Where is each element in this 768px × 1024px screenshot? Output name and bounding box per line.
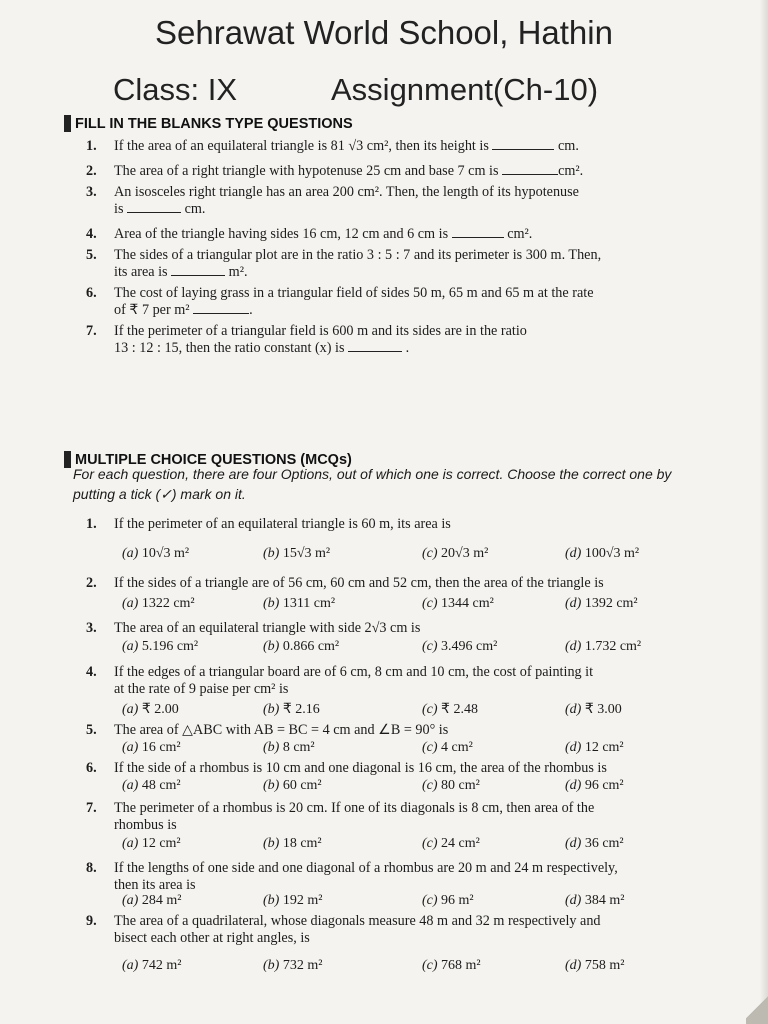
mcq-options-8	[122, 893, 682, 910]
answer-blank[interactable]	[452, 227, 504, 238]
question-unit: cm.	[184, 201, 206, 217]
answer-blank[interactable]	[502, 164, 558, 175]
assignment-label: Assignment(Ch-10)	[331, 72, 599, 107]
question-text-line2: 13 : 12 : 15, then the ratio constant (x) is	[114, 340, 345, 356]
answer-blank[interactable]	[127, 202, 181, 213]
option-c[interactable]: (c) 1344 cm²	[422, 596, 494, 611]
question-text-wrap	[114, 184, 689, 218]
option-c[interactable]: (c) 80 cm²	[422, 778, 480, 793]
question-unit: .	[249, 302, 253, 318]
question-text-wrap	[114, 323, 689, 357]
question-unit: cm.	[557, 138, 579, 154]
option-d[interactable]: (d) 384 m²	[565, 893, 625, 908]
question-text-line2: rhombus is	[114, 817, 177, 833]
mcq-options-9	[122, 958, 682, 975]
question-number: 2.	[86, 163, 97, 179]
question-text-line2: bisect each other at right angles, is	[114, 930, 310, 946]
question-text: If the area of an equilateral triangle is 81 √3 cm², then its height is	[114, 138, 489, 154]
option-a[interactable]: (a) 5.196 cm²	[122, 639, 199, 654]
option-d[interactable]: (d) 1392 cm²	[565, 596, 638, 611]
mcq-options-5	[122, 740, 682, 757]
answer-blank[interactable]	[348, 341, 402, 352]
page-edge-shadow	[760, 0, 768, 1024]
question-text-line2: then its area is	[114, 877, 196, 893]
mcq-options-6	[122, 778, 682, 795]
question-number: 2.	[86, 575, 97, 591]
option-a[interactable]: (a) 742 m²	[122, 958, 182, 973]
option-d[interactable]: (d) 36 cm²	[565, 836, 624, 851]
question-number: 8.	[86, 860, 97, 876]
option-b[interactable]: (b) 192 m²	[263, 893, 323, 908]
question-text: An isosceles right triangle has an area 200 cm². Then, the length of its hypotenuse	[114, 184, 579, 200]
question-number: 7.	[86, 323, 97, 339]
option-c[interactable]: (c) 3.496 cm²	[422, 639, 498, 654]
question-unit: m².	[228, 264, 248, 280]
mcq-instructions: For each question, there are four Options, out of which one is correct. Choose the correct one by putting a tick (✓) mark on it.	[73, 466, 672, 502]
answer-blank[interactable]	[492, 139, 554, 150]
question-text: The area of a quadrilateral, whose diagonals measure 48 m and 32 m respectively and	[114, 913, 601, 929]
fill-section-title: FILL IN THE BLANKS TYPE QUESTIONS	[75, 115, 353, 132]
mcq-options-1	[122, 546, 682, 563]
option-c[interactable]: (c) 20√3 m²	[422, 546, 489, 561]
question-number: 6.	[86, 285, 97, 301]
option-d[interactable]: (d) 96 cm²	[565, 778, 624, 793]
question-number: 5.	[86, 722, 97, 738]
option-c[interactable]: (c) ₹ 2.48	[422, 702, 478, 717]
option-c[interactable]: (c) 768 m²	[422, 958, 481, 973]
option-d[interactable]: (d) 1.732 cm²	[565, 639, 642, 654]
question-text-wrap	[114, 664, 689, 698]
question-number: 3.	[86, 184, 97, 200]
question-number: 1.	[86, 138, 97, 154]
option-b[interactable]: (b) 0.866 cm²	[263, 639, 340, 654]
question-text-wrap	[114, 913, 689, 947]
option-d[interactable]: (d) 12 cm²	[565, 740, 624, 755]
question-text: If the perimeter of a triangular field is 600 m and its sides are in the ratio	[114, 323, 527, 339]
question-text: The area of a right triangle with hypotenuse 25 cm and base 7 cm is	[114, 163, 499, 179]
question-text-line2: of ₹ 7 per m²	[114, 302, 190, 318]
option-a[interactable]: (a) ₹ 2.00	[122, 702, 179, 717]
class-label: Class: IX	[113, 72, 238, 107]
option-b[interactable]: (b) 15√3 m²	[263, 546, 331, 561]
question-text: The cost of laying grass in a triangular field of sides 50 m, 65 m and 65 m at the rate	[114, 285, 594, 301]
question-text: The area of △ABC with AB = BC = 4 cm and ∠B = 90° is	[114, 722, 449, 738]
question-text: If the perimeter of an equilateral triangle is 60 m, its area is	[114, 516, 451, 532]
option-d[interactable]: (d) 100√3 m²	[565, 546, 640, 561]
question-text: If the sides of a triangle are of 56 cm, 60 cm and 52 cm, then the area of the triangle is	[114, 575, 604, 591]
question-unit: .	[405, 340, 410, 356]
page-corner-fold	[746, 990, 768, 1024]
mcq-section-title: MULTIPLE CHOICE QUESTIONS (MCQs)	[75, 451, 352, 468]
question-text: The area of an equilateral triangle with side 2√3 cm is	[114, 620, 421, 636]
answer-blank[interactable]	[171, 265, 225, 276]
question-number: 1.	[86, 516, 97, 532]
option-a[interactable]: (a) 12 cm²	[122, 836, 181, 851]
question-number: 6.	[86, 760, 97, 776]
question-unit: cm².	[558, 163, 584, 179]
option-b[interactable]: (b) 18 cm²	[263, 836, 322, 851]
option-d[interactable]: (d) 758 m²	[565, 958, 625, 973]
option-b[interactable]: (b) ₹ 2.16	[263, 702, 320, 717]
answer-blank[interactable]	[193, 303, 249, 314]
question-text-line2: at the rate of 9 paise per cm² is	[114, 681, 289, 697]
option-c[interactable]: (c) 24 cm²	[422, 836, 480, 851]
question-text: The perimeter of a rhombus is 20 cm. If one of its diagonals is 8 cm, then area of the	[114, 800, 595, 816]
question-number: 3.	[86, 620, 97, 636]
question-text-wrap	[114, 247, 689, 281]
question-text-wrap	[114, 285, 689, 319]
option-b[interactable]: (b) 8 cm²	[263, 740, 315, 755]
option-c[interactable]: (c) 96 m²	[422, 893, 474, 908]
question-text: Area of the triangle having sides 16 cm, 12 cm and 6 cm is	[114, 226, 449, 242]
question-text-wrap	[114, 226, 689, 243]
question-unit: cm².	[507, 226, 533, 242]
question-text-line2: its area is	[114, 264, 168, 280]
question-number: 5.	[86, 247, 97, 263]
question-text-wrap	[114, 138, 689, 155]
question-text: The sides of a triangular plot are in the ratio 3 : 5 : 7 and its perimeter is 300 m. Then,	[114, 247, 602, 263]
option-c[interactable]: (c) 4 cm²	[422, 740, 473, 755]
question-text: If the lengths of one side and one diagonal of a rhombus are 20 m and 24 m respectively,	[114, 860, 618, 876]
option-b[interactable]: (b) 1311 cm²	[263, 596, 336, 611]
mcq-options-7	[122, 836, 682, 853]
mcq-options-4	[122, 701, 682, 718]
heading-bar-icon	[64, 115, 71, 132]
option-a[interactable]: (a) 10√3 m²	[122, 546, 190, 561]
question-number: 4.	[86, 664, 97, 680]
mcq-options-2	[122, 596, 682, 613]
option-b[interactable]: (b) 60 cm²	[263, 778, 322, 793]
fill-section-heading	[64, 115, 353, 132]
question-number: 7.	[86, 800, 97, 816]
question-text-wrap	[114, 800, 689, 834]
option-b[interactable]: (b) 732 m²	[263, 958, 323, 973]
heading-bar-icon	[64, 451, 71, 468]
question-number: 9.	[86, 913, 97, 929]
question-text-wrap	[114, 163, 689, 180]
school-name: Sehrawat World School, Hathin	[155, 14, 613, 51]
option-a[interactable]: (a) 16 cm²	[122, 740, 181, 755]
question-text: If the side of a rhombus is 10 cm and one diagonal is 16 cm, the area of the rhombus is	[114, 760, 607, 776]
question-text: If the edges of a triangular board are of 6 cm, 8 cm and 10 cm, the cost of painting it	[114, 664, 594, 680]
option-a[interactable]: (a) 284 m²	[122, 893, 182, 908]
question-text-line2: is	[114, 201, 124, 217]
option-d[interactable]: (d) ₹ 3.00	[565, 702, 622, 717]
question-text-wrap	[114, 860, 689, 894]
question-number: 4.	[86, 226, 97, 242]
option-a[interactable]: (a) 1322 cm²	[122, 596, 195, 611]
mcq-options-3	[122, 639, 682, 656]
option-a[interactable]: (a) 48 cm²	[122, 778, 181, 793]
